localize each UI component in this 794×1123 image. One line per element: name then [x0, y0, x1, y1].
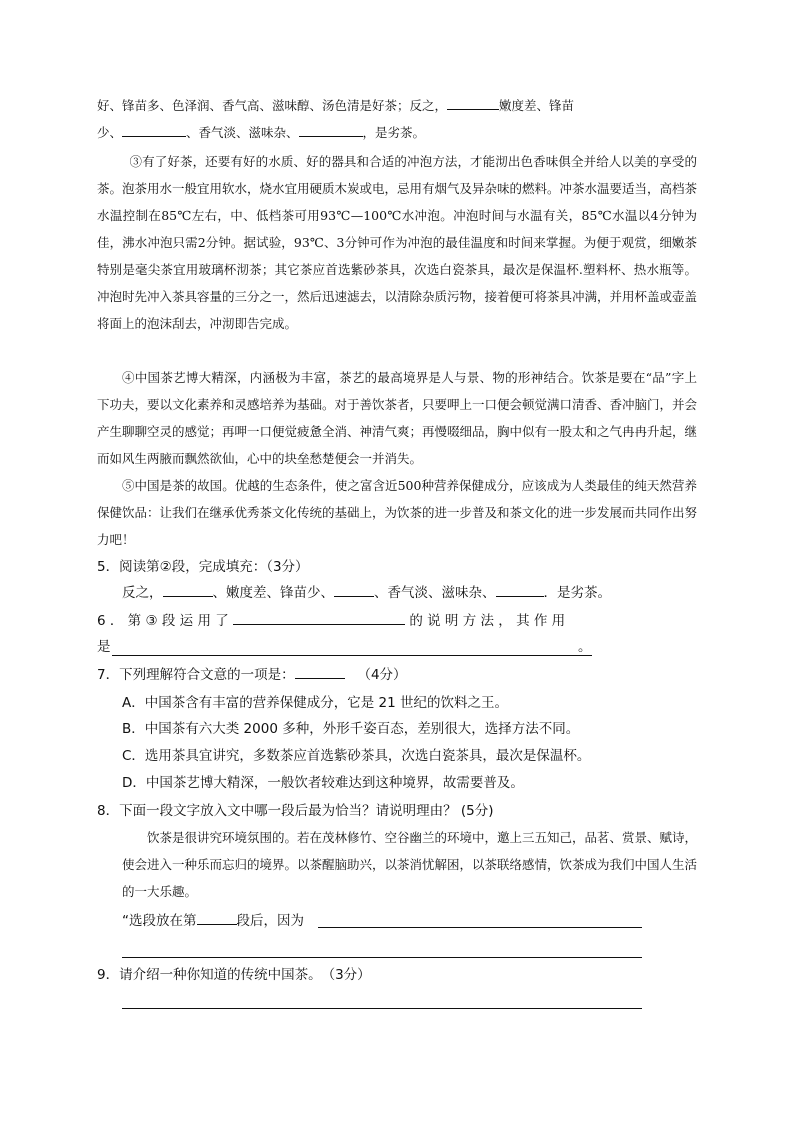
p2-text-3: 少、	[97, 125, 123, 140]
q5-text-d: ．是劣茶。	[543, 585, 611, 601]
q8-reason-line-1[interactable]	[318, 927, 642, 928]
p2-text-1: 好、锋苗多、色泽润、香气高、滋味醇、汤色清是好茶；反之，	[97, 98, 448, 113]
p2-blank-1	[447, 93, 499, 110]
q9-answer-line[interactable]	[122, 1008, 642, 1009]
q7-option-a: A．中国茶含有丰富的营养保健成分，它是 21 世纪的饮料之王。	[122, 695, 508, 711]
q8-answer-text-a: “选段放在第	[122, 913, 197, 929]
q6-text-c: 是	[97, 639, 111, 655]
q7-option-b: B．中国茶有六大类 2000 多种，外形千姿百态，差别很大，选择方法不同。	[122, 721, 580, 737]
q8-reason-line-2[interactable]	[122, 957, 642, 958]
q7-option-d: D．中国茶艺博大精深，一般饮者较难达到这种境界，故需要普及。	[122, 775, 524, 791]
question-7-title	[97, 662, 407, 688]
q6-answer-line[interactable]	[112, 655, 592, 656]
paragraph-2	[97, 92, 697, 146]
q5-text-a: 反之，	[122, 585, 163, 601]
question-8-title: 8．下面一段文字放入文中哪一段后最为恰当？请说明理由？ (5分)	[97, 803, 494, 819]
q5-text-c: 、香气淡、滋味杂、	[374, 585, 496, 601]
q7-score: （4分）	[357, 667, 407, 683]
q8-answer-text-b: 段后，因为	[236, 913, 304, 929]
paragraph-5: ⑤中国是茶的故国。优越的生态条件，使之富含近500种营养保健成分，应该成为人类最佳的纯天然营养保健饮品：让我们在继承优秀茶文化传统的基础上，为饮茶的进一步普及和茶文化的进一步发展而共同作出努力吧！	[97, 478, 698, 547]
p2-text-2: 嫩度差、锋苗	[499, 98, 575, 113]
p2-blank-2	[122, 120, 186, 137]
q5-blank-2[interactable]	[334, 580, 374, 597]
q6-end-mark: 。	[578, 639, 592, 655]
q8-answer-line-1	[122, 908, 304, 934]
question-9-title: 9．请介绍一种你知道的传统中国茶。 （3分）	[97, 967, 371, 983]
q6-text-a: 6 ． 第 ③ 段 运 用 了	[97, 613, 229, 629]
question-6-line-1	[97, 608, 697, 634]
question-5-title: 5．阅读第②段，完成填充：（3分）	[97, 559, 309, 575]
question-5-fill	[122, 580, 611, 606]
p2-text-5: ，是劣茶。	[362, 125, 426, 140]
p2-text-4: 、香气淡、滋味杂、	[186, 125, 299, 140]
q5-text-b: 、嫩度差、锋苗少、	[212, 585, 334, 601]
q5-blank-1[interactable]	[163, 580, 213, 597]
question-6-line-2	[97, 634, 111, 660]
q6-blank-1[interactable]	[233, 608, 405, 625]
q7-answer-blank[interactable]	[295, 662, 345, 679]
q8-passage: 饮茶是很讲究环境氛围的。若在茂林修竹、空谷幽兰的环境中，邀上三五知己，品茗、赏景、赋诗，使会进入一种乐而忘归的境界。以茶醒脑助兴，以茶消忧解困，以茶联络感情，饮茶成为我们中国人生活的一大乐趣。	[122, 830, 698, 899]
paragraph-3: ③有了好茶，还要有好的水质、好的器具和合适的冲泡方法，才能沏出色香味俱全并给人以美的享受的茶。泡茶用水一般宜用软水，烧水宜用硬质木炭或电，忌用有烟气及异杂味的燃料。冲茶水温要适当，高档茶水温控制在85℃左右，中、低档茶可用93℃—100℃水冲泡。冲泡时间与水温有关，85℃水温以4分钟为佳，沸水冲泡只需2分钟。据试验，93℃、3分钟可作为冲泡的最佳温度和时间来掌握。为便于观赏，细嫩茶特别是毫尖茶宜用玻璃杯沏茶；其它茶应首选紫砂茶具，次选白瓷茶具，最次是保温杯.塑料杯、热水瓶等。冲泡时先冲入茶具容量的三分之一，然后迅速滤去，以清除杂质污物，接着便可将茶具冲满，并用杯盖或壶盖将面上的泡沫刮去，冲沏即告完成。	[97, 154, 698, 331]
q8-paragraph-blank[interactable]	[197, 908, 237, 925]
q7-option-c: C．选用茶具宜讲究，多数茶应首选紫砂茶具，次选白瓷茶具，最次是保温杯。	[122, 748, 591, 764]
q6-text-b: 的 说 明 方 法 ， 其 作 用	[409, 613, 566, 629]
q7-title-text: 7．下列理解符合文意的一项是：	[97, 667, 295, 683]
paragraph-4: ④中国茶艺博大精深，内涵极为丰富，茶艺的最高境界是人与景、物的形神结合。饮茶是要在“品”字上下功夫，要以文化素养和灵感培养为基础。对于善饮茶者，只要呷上一口便会顿觉满口清香、香冲脑门，并会产生聊聊空灵的感觉；再呷一口便觉疲惫全消、神清气爽；再慢啜细品，胸中似有一股太和之气冉冉升起，继而如风生两腋而飘然欲仙，心中的块垒愁楚便会一并消失。	[97, 370, 698, 466]
q5-blank-3[interactable]	[496, 580, 544, 597]
p2-blank-3	[299, 120, 363, 137]
